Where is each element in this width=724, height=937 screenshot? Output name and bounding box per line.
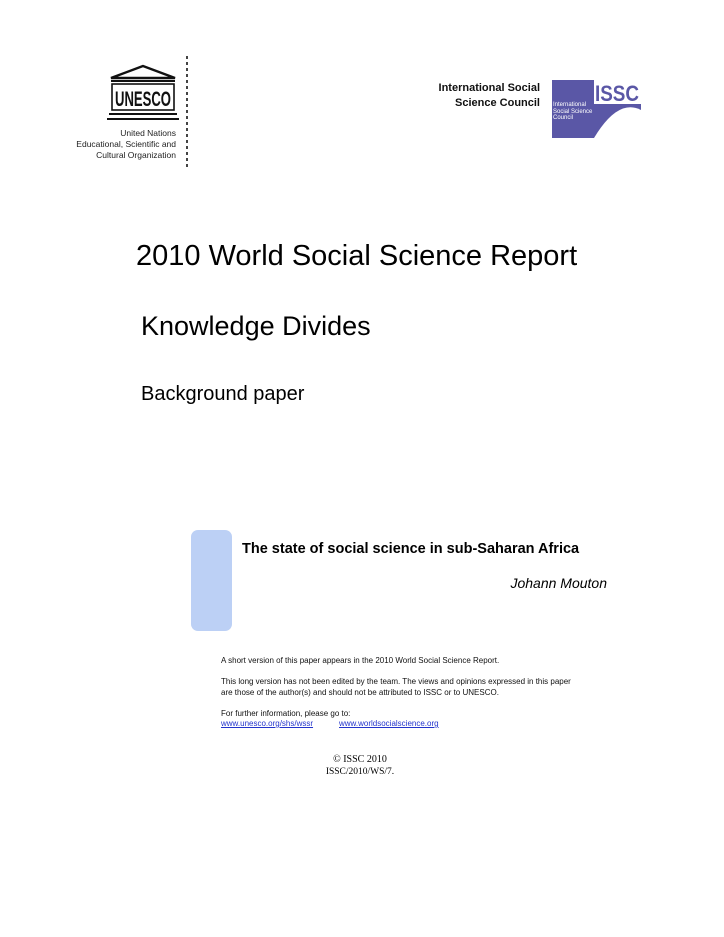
issc-logo xyxy=(552,80,641,138)
note-further-info: For further information, please go to: xyxy=(221,709,351,718)
paper-title: The state of social science in sub-Saharan Africa xyxy=(242,541,580,557)
paper-accent-bar xyxy=(191,530,232,631)
unesco-dotted-divider xyxy=(186,56,188,168)
worldsocialscience-link[interactable]: www.worldsocialscience.org xyxy=(339,719,439,728)
unesco-logo-text: UNESCO xyxy=(115,88,171,111)
copyright-notice: © ISSC 2010 xyxy=(333,754,387,765)
issc-name-line-2: Science Council xyxy=(455,97,540,109)
unesco-org-line-2: Educational, Scientific and xyxy=(76,139,176,149)
note-disclaimer-line-2: are those of the author(s) and should not be attributed to ISSC or to UNESCO. xyxy=(221,688,499,697)
note-short-version: A short version of this paper appears in the 2010 World Social Science Report. xyxy=(221,656,500,665)
unesco-org-line-1: United Nations xyxy=(120,128,176,138)
issc-logo-text: International Social Science Council xyxy=(553,102,593,121)
paper-author: Johann Mouton xyxy=(510,575,607,591)
report-subtitle: Knowledge Divides xyxy=(141,311,371,341)
issc-name-line-1: International Social xyxy=(438,82,540,94)
paper-type-label: Background paper xyxy=(141,383,305,405)
report-title: 2010 World Social Science Report xyxy=(136,240,578,272)
note-disclaimer-line-1: This long version has not been edited by the team. The views and opinions expressed in this paper xyxy=(221,677,571,686)
unesco-org-line-3: Cultural Organization xyxy=(96,150,176,160)
issc-logo-acronym: ISSC xyxy=(595,81,640,106)
unesco-logo xyxy=(105,64,181,124)
unesco-link[interactable]: www.unesco.org/shs/wssr xyxy=(221,719,314,728)
document-code: ISSC/2010/WS/7. xyxy=(325,767,395,777)
